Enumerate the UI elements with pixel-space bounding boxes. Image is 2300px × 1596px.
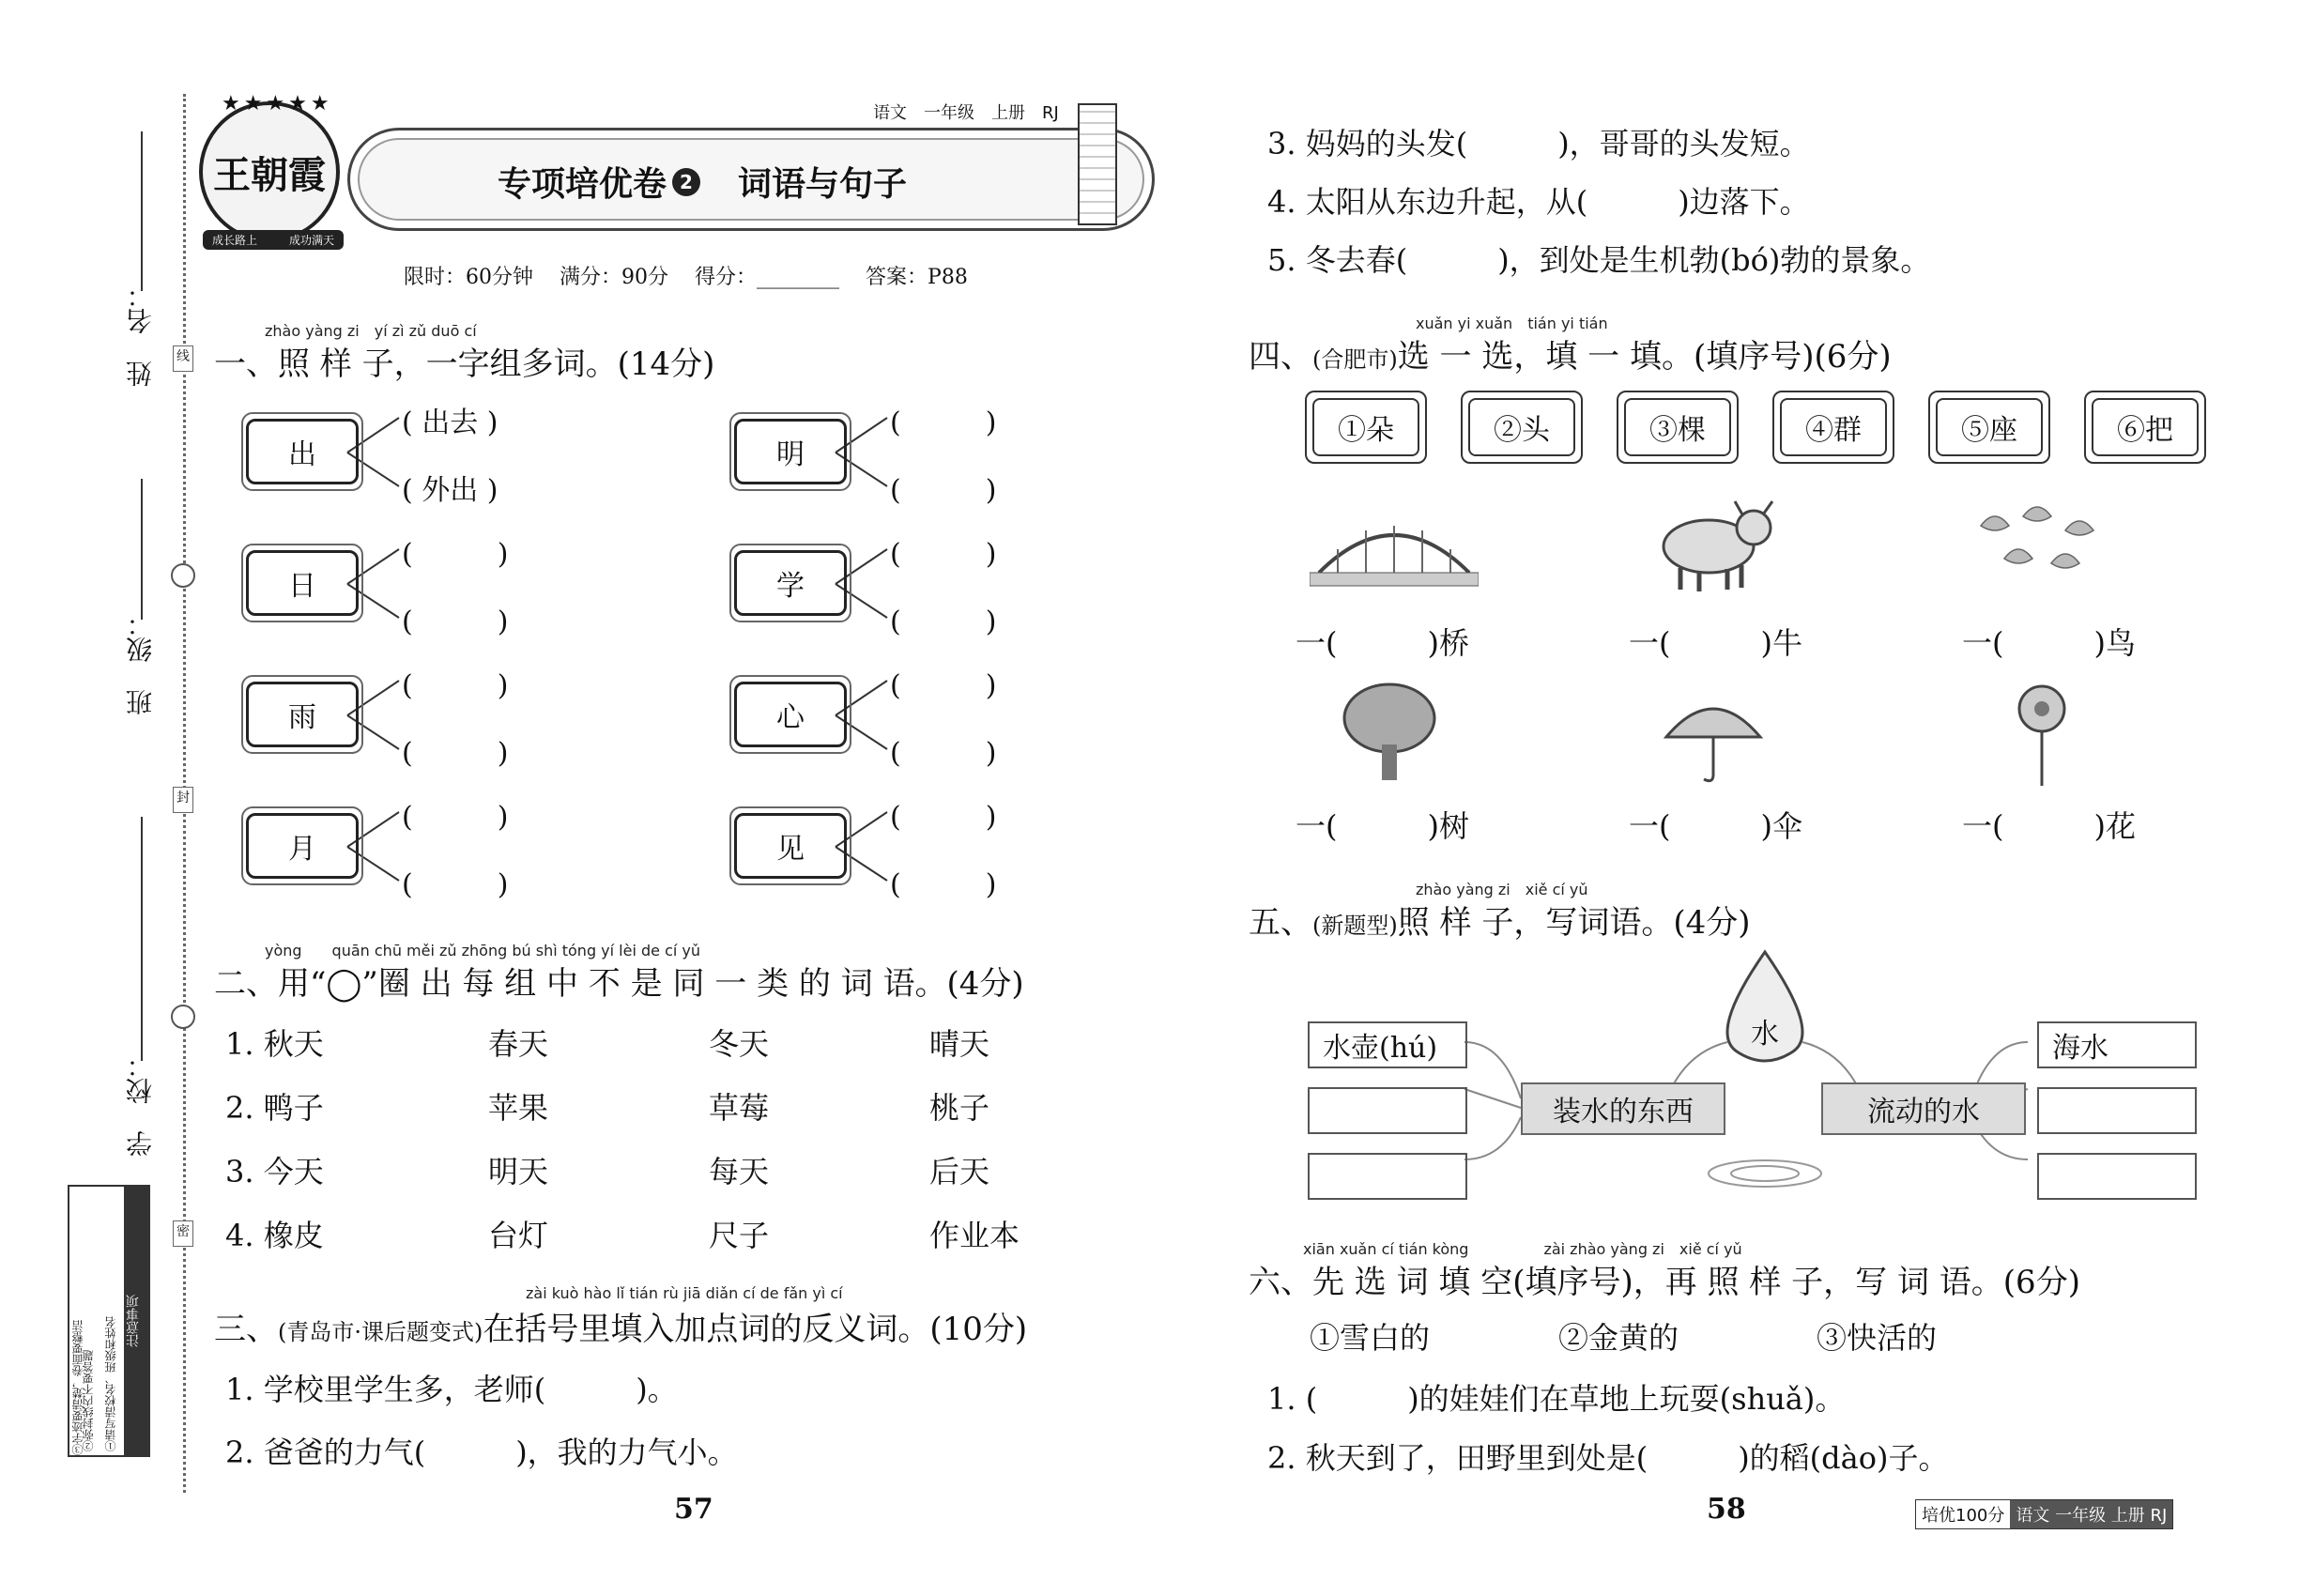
umbrella-icon [1662,685,1765,789]
full-score: 满分：90分 [560,266,668,289]
char-card [734,550,847,616]
measure-card [1772,391,1894,464]
char: 学 [776,570,805,603]
measure-blank[interactable]: 一( )鸟 [1962,625,2136,661]
brand-slogan: 成长路上 [212,234,258,247]
punch-hole-icon [171,1005,195,1029]
score-field[interactable]: 得分：________ [695,266,840,289]
tree-icon [1338,681,1441,784]
category-box: 流动的水 [1821,1082,2026,1135]
section-pinyin: yòng quān chū měi zǔ zhōng bú shì tóng yí lèi de cí yǔ [265,942,701,959]
center-word: 水 [1751,1018,1779,1051]
word[interactable]: 冬天 [709,1026,770,1062]
section-number: 五、 [1249,904,1312,942]
word[interactable]: 春天 [488,1026,549,1062]
option: ①雪白的 [1310,1320,1431,1356]
word[interactable]: 尺子 [709,1218,770,1253]
measure-blank[interactable]: 一( )牛 [1629,625,1802,661]
word[interactable]: 4. 橡皮 [225,1218,324,1253]
school-label: 学 校： [125,1051,156,1157]
section-number: 三、 [214,1311,278,1348]
word[interactable]: 台灯 [488,1218,549,1253]
char-card [734,419,847,484]
question[interactable]: 4. 太阳从东边升起，从( )边落下。 [1267,184,1810,220]
char: 雨 [288,701,316,734]
section-number: 四、 [1249,338,1312,376]
notice-item: ②弥封线内不要答题 [82,1350,95,1451]
section-pinyin: zhào yàng zi xiě cí yǔ [1416,881,1588,898]
answer-box[interactable] [1308,1153,1467,1200]
char-card [734,813,847,879]
example-word: 海水 [2037,1021,2197,1068]
word-blank[interactable]: ( ) [402,669,509,702]
char-card [246,682,359,747]
question[interactable]: 5. 冬去春( )，到处是生机勃(bó)勃的景象。 [1267,242,1931,278]
word[interactable]: 后天 [929,1154,990,1189]
branch-lines [0,0,1127,920]
seal-char-line: 线 [173,345,193,372]
star-icon: ★★★★★ [222,92,333,115]
word[interactable]: 2. 鸭子 [225,1090,324,1126]
section-5-title [1249,897,1751,943]
word[interactable]: 草莓 [709,1090,770,1126]
section-pinyin: xiān xuǎn cí tián kòng zài zhào yàng zi xiě cí yǔ [1303,1240,1742,1258]
word[interactable]: 3. 今天 [225,1154,324,1189]
char: 出 [288,438,316,471]
word-blank[interactable]: ( ) [890,669,997,702]
option: ③快活的 [1817,1320,1938,1356]
measure-word: ②头 [1494,414,1550,447]
measure-blank[interactable]: 一( )树 [1296,808,1469,844]
seal-char-seal: 封 [173,787,193,813]
time-limit: 限时：60分钟 [404,266,533,289]
page-number: 58 [1707,1493,1746,1526]
section-6-title: 六、先 选 词 填 空(填序号)，再 照 样 子，写 词 语。(6分) [1249,1264,2080,1301]
char-card [246,813,359,879]
question[interactable]: 1. ( )的娃娃们在草地上玩耍(shuǎ)。 [1267,1381,1846,1417]
char: 见 [776,833,805,866]
book-info: 语文 一年级 上册 RJ [2010,1500,2172,1528]
char: 心 [776,701,805,734]
answer-page: 答案：P88 [866,266,968,289]
notice-item: ③字迹要清楚，卷面要整洁 [71,1320,84,1455]
word-blank: ( 外出 ) [402,474,498,507]
answer-box[interactable] [1308,1087,1467,1134]
word-blank[interactable]: ( ) [890,868,997,901]
title-text: 专项培优卷 [498,165,667,204]
section-3-title [214,1303,1027,1349]
book-name: 培优100分 [1916,1500,2010,1528]
word[interactable]: 作业本 [929,1218,1020,1253]
section-pinyin: zài kuò hào lǐ tián rù jiā diǎn cí de fǎn yì cí [526,1284,843,1302]
question[interactable]: 2. 秋天到了，田野里到处是( )的稻(dào)子。 [1267,1440,1949,1476]
word[interactable]: 苹果 [488,1090,549,1126]
word-blank[interactable]: ( ) [890,606,997,638]
flower-icon [2009,681,2075,789]
question[interactable]: 1. 学校里学生多，老师( )。 [225,1372,678,1407]
brand-slogan: 成功满天 [288,234,334,247]
measure-word: ③棵 [1649,414,1706,447]
section-2-title: 二、用“◯”圈 出 每 组 中 不 是 同 一 类 的 词 语。(4分) [214,965,1024,1003]
measure-card [2084,391,2206,464]
section-text: 在括号里填入加点词的反义词。(10分) [483,1311,1028,1348]
measure-word: ⑥把 [2117,414,2173,447]
title-topic: 词语与句子 [738,165,908,204]
section-tag: (合肥市) [1312,346,1398,373]
char-card [734,682,847,747]
subject-line: 语文 一年级 上册 RJ [873,103,1059,123]
measure-word: ①朵 [1338,414,1394,447]
bridge-icon [1310,488,1479,596]
answer-box[interactable] [2037,1087,2197,1134]
word-blank[interactable]: ( ) [890,801,997,834]
word-blank: ( 出去 ) [402,407,498,439]
section-pinyin: zhào yàng zi yí zì zǔ duō cí [265,322,477,340]
char: 月 [288,833,316,866]
word[interactable]: 桃子 [929,1090,990,1126]
birds-icon [1971,498,2112,591]
word[interactable]: 明天 [488,1154,549,1189]
answer-box[interactable] [2037,1153,2197,1200]
measure-word: ⑤座 [1961,414,2017,447]
word-blank[interactable]: ( ) [402,538,509,571]
page-number: 57 [674,1493,713,1526]
section-tag: (青岛市·课后题变式) [278,1319,483,1345]
word-blank[interactable]: ( ) [402,801,509,834]
cow-icon [1643,488,1784,596]
measure-blank[interactable]: 一( )花 [1962,808,2136,844]
book-badge [1915,1499,2173,1529]
word[interactable]: 晴天 [929,1026,990,1062]
question[interactable]: 3. 妈妈的头发( )，哥哥的头发短。 [1267,126,1810,161]
seal-char-secret: 密 [173,1220,193,1247]
measure-card [1928,391,2050,464]
title-number: 2 [672,168,700,196]
section-pinyin: xuǎn yi xuǎn tián yi tián [1416,315,1608,332]
name-label: 姓 名： [125,282,156,387]
word-blank[interactable]: ( ) [890,474,997,507]
measure-word: ④群 [1805,414,1862,447]
measure-card [1461,391,1583,464]
section-text: 照 样 子，写词语。(4分) [1397,904,1751,942]
word[interactable]: 每天 [709,1154,770,1189]
question[interactable]: 2. 爸爸的力气( )，我的力气小。 [225,1435,738,1470]
measure-card [1305,391,1427,464]
section-1-title: 一、照 样 子，一字组多词。(14分) [214,345,715,383]
char: 日 [288,570,316,603]
word-blank[interactable]: ( ) [402,868,509,901]
word-blank[interactable]: ( ) [402,606,509,638]
word-blank[interactable]: ( ) [890,737,997,770]
category-box: 装水的东西 [1521,1082,1725,1135]
word-blank[interactable]: ( ) [890,538,997,571]
word-blank[interactable]: ( ) [890,407,997,439]
notice-title: 注意事项 [124,1187,148,1455]
section-tag: (新题型) [1312,913,1398,939]
class-label: 班 级： [125,610,156,715]
word-blank[interactable]: ( ) [402,737,509,770]
word[interactable]: 1. 秋天 [225,1026,324,1062]
option: ②金黄的 [1558,1320,1679,1356]
section-4-title [1249,330,1892,376]
char: 明 [776,438,805,471]
char-card [246,419,359,484]
example-word: 水壶(hú) [1308,1021,1467,1068]
measure-blank[interactable]: 一( )伞 [1629,808,1802,844]
measure-blank[interactable]: 一( )桥 [1296,625,1469,661]
measure-card [1617,391,1739,464]
section-text: 选 一 选，填 一 填。(填序号)(6分) [1397,338,1892,376]
notice-item: ①请写清校名、班级和姓名 [104,1316,117,1451]
char-card [246,550,359,616]
brand-name: 王朝霞 [213,152,326,197]
